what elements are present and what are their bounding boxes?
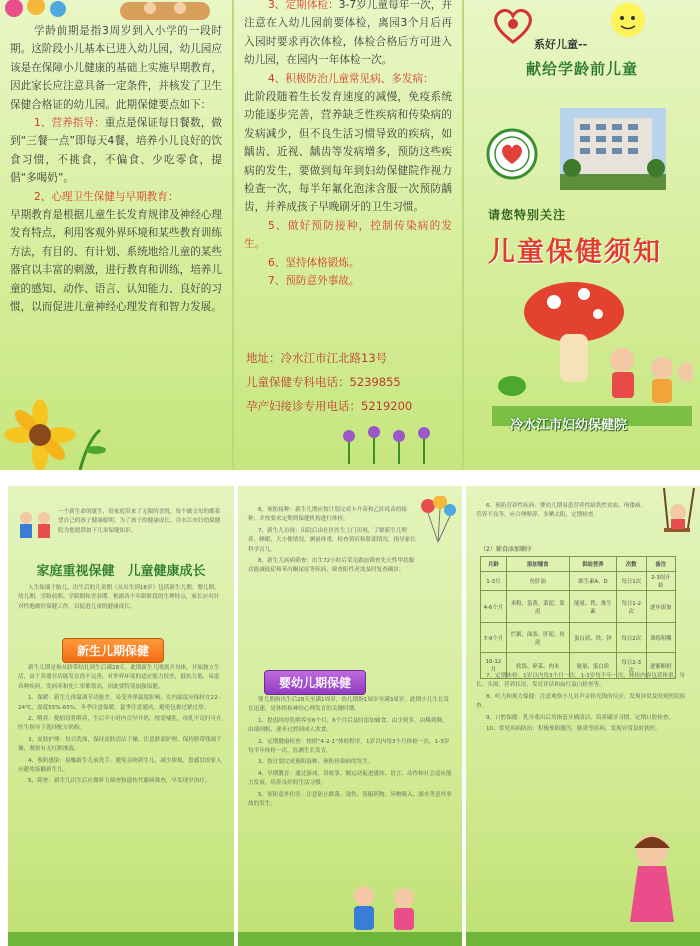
grass-strip bbox=[466, 932, 700, 946]
newborn-feeding: 2、喂养：提倡母乳喂养，生后半小时内尽早开奶，按需哺乳，母乳不足时可在医生指导下选择配方奶粉。 bbox=[18, 716, 222, 732]
panel-checkup-info bbox=[234, 0, 462, 470]
playing-kids-illustration bbox=[334, 878, 444, 938]
cover-slogan-1: 系好儿童-- bbox=[534, 38, 588, 51]
food-table-title: （2）辅食添加顺序 bbox=[480, 546, 532, 553]
flowers-illustration bbox=[334, 424, 444, 464]
hospital-building-photo bbox=[560, 108, 666, 190]
table-header-cell: 供给营养 bbox=[569, 557, 616, 572]
table-row bbox=[481, 572, 676, 591]
table-cell: 1-3月 bbox=[481, 572, 507, 591]
table-cell: 逐步添加 bbox=[646, 591, 676, 623]
table-cell: 能量、蛋白质 bbox=[569, 653, 616, 679]
disease-text: 此阶段随着生长发育速度的减慢，免疫系统功能逐步完善，营养缺乏性疾病和传染病的发病减少，但不良生活习惯导致的疾病，如龋齿、近视、龋齿等发病增多，预防这些疾病的发生，要做到每年到妇幼保健院作视力检查一次，每半年氟化泡沫含服一次预防龋齿，并养成孩子早晚刷牙的卫生习惯。 bbox=[244, 91, 452, 214]
checkup-schedule: 7、定期体检：1岁以内每3个月一次，1-3岁每半年一次，体检内容包括体重、身长、头围、营养状况、发育评估和血红蛋白检查等。 bbox=[476, 673, 685, 689]
hearing-vision-care: 8、听力和视力保健：注意观察小儿对声音和光线的反应，发现异常及时到医院检查。 bbox=[476, 693, 686, 710]
infant-safety: 5、预防意外伤害：注意防止跌落、烫伤、误服药物、异物吸入、溺水等意外事故的发生。 bbox=[248, 791, 452, 808]
child-care-phone: 儿童保健专科电话：5239855 bbox=[246, 375, 401, 389]
cover-slogan-2: 献给学龄前儿童 bbox=[526, 60, 639, 78]
panel-newborn bbox=[8, 486, 234, 946]
nutrition-disease-text: 6、预防营养性疾病：婴幼儿期易患营养性缺铁性贫血、佝偻病、营养不良等，应合理喂养，多晒太阳，定期检查。 bbox=[476, 503, 647, 519]
family-care-heading: 家庭重视保健 儿童健康成长 bbox=[36, 564, 206, 579]
table-cell: 每日1-2次 bbox=[617, 591, 646, 623]
table-cell: 每日2次 bbox=[617, 623, 646, 653]
psych-text: 早期教育是根据儿童生长发育规律及神经心理发育特点，利用客观外界环境和某些教育训练方法，有目的、有计划、系统地给儿童的某些器官以丰富的刺激，进行教育和训练，培养儿童的感知、动作、语言、认知能力、良好的习惯，以而促进儿童神经心理发育和智力发展。 bbox=[10, 209, 222, 314]
swing-kid-icon bbox=[654, 488, 698, 544]
table-header-cell: 添加辅食 bbox=[506, 557, 569, 572]
brochure-front bbox=[0, 0, 700, 470]
newborn-screening-detail: 8、新生儿疾病筛查：出生72小时后采足跟血筛查先天性甲状腺功能减低症和苯丙酮尿症等疾病，筛查阳性者需及时复查确诊。 bbox=[248, 558, 415, 574]
table-cell: 鱼肝油 bbox=[506, 572, 569, 591]
newborn-screening: 5、筛查：新生儿出生后应做听力筛查和遗传代谢病筛查，早发现早治疗。 bbox=[28, 778, 211, 785]
accident-item: 7、预防意外事故。 bbox=[268, 275, 360, 288]
newborn-skin: 3、皮肤护理：每日洗澡，保持皮肤清洁干燥，注意脐部护理，保持脐带残端干燥，观察有无红肿渗液。 bbox=[18, 736, 222, 753]
heart-logo-icon bbox=[490, 6, 536, 46]
infant-immunization: 3、按计划完成预防接种，预防传染病的发生。 bbox=[258, 759, 374, 766]
panel-infant bbox=[238, 486, 462, 946]
hospital-emblem-icon bbox=[486, 128, 538, 180]
panel-preschool-care bbox=[0, 0, 232, 470]
family-care-text: 人生始端于胎儿，出生后的儿童期（从出生到18岁）包括新生儿期、婴儿期、幼儿期、学龄前期、学龄期和青春期。根据各个年龄阶段的生理特点，家长应有针对性地做好保健工作，以促进儿童的健康成长。 bbox=[18, 585, 220, 610]
girl-illustration bbox=[612, 826, 692, 936]
panel-cover bbox=[464, 0, 700, 470]
infant-care-banner: 婴幼儿期保健 bbox=[264, 670, 366, 695]
table-cell: 7-9个月 bbox=[481, 623, 507, 653]
hospital-address: 地址：冷水江市江北路13号 bbox=[246, 351, 388, 365]
hospital-name: 冷水江市妇幼保健院 bbox=[510, 418, 628, 433]
grass-strip bbox=[238, 932, 462, 946]
newborn-visit: 7、新生儿访视：出院后由社区医生上门访视，了解新生儿喂养、睡眠、大小便情况，测量体重，检查黄疸和脐部情况，指导家长科学育儿。 bbox=[248, 527, 416, 553]
table-cell: 能量、铁、维生素 bbox=[569, 591, 616, 623]
table-cell: 训练咀嚼 bbox=[646, 623, 676, 653]
infant-checkup: 2、定期健康检查：按照“4-2-1”体检程序，1岁以内每3个月体检一次，1-3岁每半年体检一次，监测生长发育。 bbox=[248, 738, 450, 755]
cartoon-sun-icon bbox=[602, 0, 654, 44]
newborn-care-banner: 新生儿期保健 bbox=[62, 638, 164, 663]
nutrition-heading: 1、营养指导： bbox=[34, 117, 105, 130]
psych-heading: 2、心理卫生保健与早期教育： bbox=[34, 190, 179, 203]
table-cell: 米粉、蛋黄、菜泥、果泥 bbox=[506, 591, 569, 623]
nutrition-text: 重点是保证每日餐数，做到“三餐一点”即每天4餐，培养小儿良好的饮食习惯，不挑食，不偏食、少吃零食，提倡“多喝奶”。 bbox=[10, 117, 222, 185]
vaccination-item: 5、做好预防接种，控制传染病的发生。 bbox=[244, 219, 452, 251]
table-cell: 蛋白质、铁、锌 bbox=[569, 623, 616, 653]
table-cell: 每日1次 bbox=[617, 572, 646, 591]
brochure-inside bbox=[0, 478, 700, 946]
table-cell: 维生素A、D bbox=[569, 572, 616, 591]
maternity-phone: 孕产妇接诊专用电话：5219200 bbox=[246, 399, 413, 413]
cover-title: 儿童保健须知 bbox=[488, 237, 662, 268]
checkup-text: 3-7岁儿童每年一次，并注意在入幼儿园前要体检，离园3个月后再入园时要求再次体检，体检合格后方可进入幼儿园，在园内一年体检一次。 bbox=[244, 0, 452, 67]
food-introduction-table bbox=[480, 556, 676, 679]
table-cell: 软饭、碎菜、肉末 bbox=[506, 653, 569, 679]
disease-prevention: 10、常见疾病防治：积极预防腹泻、肺炎等疾病，发现异常及时就医。 bbox=[486, 726, 661, 733]
table-row bbox=[481, 591, 676, 623]
mushroom-kids-illustration bbox=[492, 276, 692, 426]
newborn-infection: 4、预防感染：接触新生儿前洗手，避免亲吻新生儿，减少探视，患感冒的家人应避免接触新生儿。 bbox=[18, 757, 222, 774]
table-cell: 烂粥、面条、肝泥、鱼泥 bbox=[506, 623, 569, 653]
cover-attention: 请您特别关注 bbox=[488, 208, 567, 222]
oral-care: 9、口腔保健：乳牙萌出后用指套牙刷清洁，培养刷牙习惯，定期口腔检查。 bbox=[486, 714, 675, 721]
table-header-row bbox=[481, 557, 676, 572]
table-cell: 2-3周开始 bbox=[646, 572, 676, 591]
table-row bbox=[481, 623, 676, 653]
table-header-cell: 次数 bbox=[617, 557, 646, 572]
table-cell: 4-6个月 bbox=[481, 591, 507, 623]
sunflower-illustration bbox=[0, 390, 110, 470]
infant-education: 4、早期教育：通过游戏、讲故事、做运动促进感知、语言、动作和社会适应能力发展，培养良好的生活习惯。 bbox=[248, 770, 452, 787]
newborn-text: 新生儿期是指从脐带结扎到生后满28天。此期新生儿刚离开母体，开始独立生活，由于各器官功能发育尚不完善，对外界环境的适应能力较差，抵抗力低，易患各种疾病，发病率和死亡率都很高，因此要特别加强保健。 bbox=[18, 665, 220, 690]
newborn-warmth: 1、保暖：新生儿体温调节功能差，易受外界温度影响，室内温度应保持在22-24℃，湿度55%-65%，冬季注意保暖，夏季注意通风，避免包裹过紧过厚。 bbox=[18, 695, 220, 711]
inside-intro: 一个新生命的诞生，给家庭带来了无限的喜悦。每个做父母的都希望自己的孩子健康聪明。为了孩子的健康成长，冷水江市妇幼保健院为您提供如下儿童保健知识。 bbox=[58, 509, 221, 534]
infant-vaccination: 6、预防接种：新生儿期应按计划完成卡介苗和乙肝疫苗的接种，并按要求定期到保健机构进行体检。 bbox=[248, 507, 407, 523]
table-cell: 逐渐断奶 bbox=[646, 653, 676, 679]
checkup-heading: 3、定期体检： bbox=[268, 0, 339, 11]
preschool-intro: 学龄前期是指3周岁到入小学的一段时期。这阶段小儿基本已进入幼儿园，幼儿园应该是在保障小儿健康的基础上实施早期教育，因此家长应注意具备一定条件，并核发了卫生保健合格证的幼儿园。此期保健要点如下： bbox=[10, 25, 222, 111]
disease-heading: 4、积极防治儿童常见病、多发病： bbox=[268, 72, 434, 85]
grass-strip bbox=[8, 932, 234, 946]
panel-infant-nutrition bbox=[466, 486, 700, 946]
table-header-cell: 月龄 bbox=[481, 557, 507, 572]
infant-feeding: 1、提倡纯母乳喂养至6个月，6个月后及时添加辅食，由少到多，由稀到稠，由细到粗，逐步过渡到成人饮食。 bbox=[248, 717, 448, 734]
infant-intro: 婴儿期指出生后28天至满1周岁，幼儿期指1周岁至满3周岁。此期小儿生长发育迅速，是体格和神经心理发育的关键时期。 bbox=[248, 697, 450, 713]
table-cell: 每日2-3次 bbox=[617, 653, 646, 679]
table-cell: 10-12月 bbox=[481, 653, 507, 679]
exercise-item: 6、坚持体格锻炼。 bbox=[268, 256, 360, 269]
table-header-cell: 备注 bbox=[646, 557, 676, 572]
